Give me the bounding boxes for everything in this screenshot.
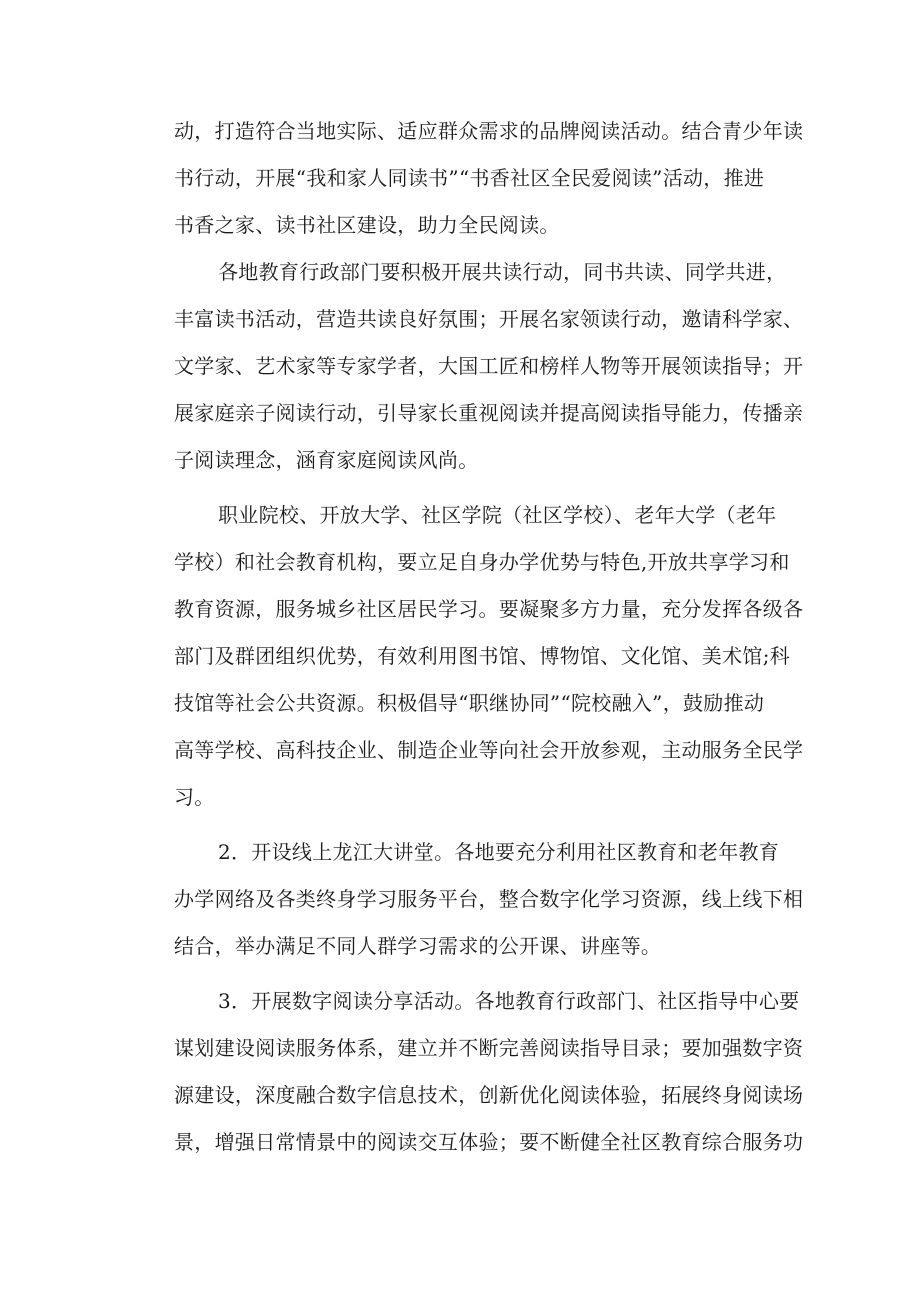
text-line: 教育资源，服务城乡社区居民学习。要凝聚多方力量，充分发挥各级各 (174, 597, 804, 621)
paragraph-first-line: 3．开展数字阅读分享活动。各地教育行政部门、社区指导中心要 (218, 989, 800, 1013)
text-line: 书香之家、读书社区建设，助力全民阅读。 (174, 213, 560, 237)
text-line: 子阅读理念，涵育家庭阅读风尚。 (174, 448, 479, 472)
paragraph-first-line: 职业院校、开放大学、社区学院（社区学校）、老年大学（老年 (218, 503, 777, 527)
text-line: 动，打造符合当地实际、适应群众需求的品牌阅读活动。结合青少年读 (174, 119, 804, 143)
paragraph-first-line: 各地教育行政部门要积极开展共读行动，同书共读、同学共进， (218, 260, 787, 284)
text-line: 丰富读书活动，营造共读良好氛围；开展名家领读行动，邀请科学家、 (174, 307, 804, 331)
paragraph-first-line: 2．开设线上龙江大讲堂。各地要充分利用社区教育和老年教育 (218, 840, 780, 864)
text-line: 高等学校、高科技企业、制造企业等向社会开放参观，主动服务全民学 (174, 738, 804, 762)
text-line: 文学家、艺术家等专家学者，大国工匠和榜样人物等开展领读指导；开 (174, 354, 804, 378)
text-line: 办学网络及各类终身学习服务平台，整合数字化学习资源，线上线下相 (174, 887, 804, 911)
text-line: 结合，举办满足不同人群学习需求的公开课、讲座等。 (174, 934, 662, 958)
text-line: 书行动，开展“我和家人同读书”“书香社区全民爱阅读”活动，推进 (174, 166, 765, 190)
text-line: 部门及群团组织优势，有效利用图书馆、博物馆、文化馆、美术馆;科 (174, 644, 791, 668)
text-line: 技馆等社会公共资源。积极倡导“职继协同”“院校融入”，鼓励推动 (174, 691, 765, 715)
text-line: 学校）和社会教育机构，要立足自身办学优势与特色,开放共享学习和 (174, 550, 790, 574)
text-line: 谋划建设阅读服务体系，建立并不断完善阅读指导目录；要加强数字资 (174, 1036, 804, 1060)
text-line: 展家庭亲子阅读行动，引导家长重视阅读并提高阅读指导能力，传播亲 (174, 401, 804, 425)
text-line: 景，增强日常情景中的阅读交互体验；要不断健全社区教育综合服务功 (174, 1130, 804, 1154)
text-line: 习。 (174, 785, 215, 809)
text-line: 源建设，深度融合数字信息技术，创新优化阅读体验，拓展终身阅读场 (174, 1083, 804, 1107)
